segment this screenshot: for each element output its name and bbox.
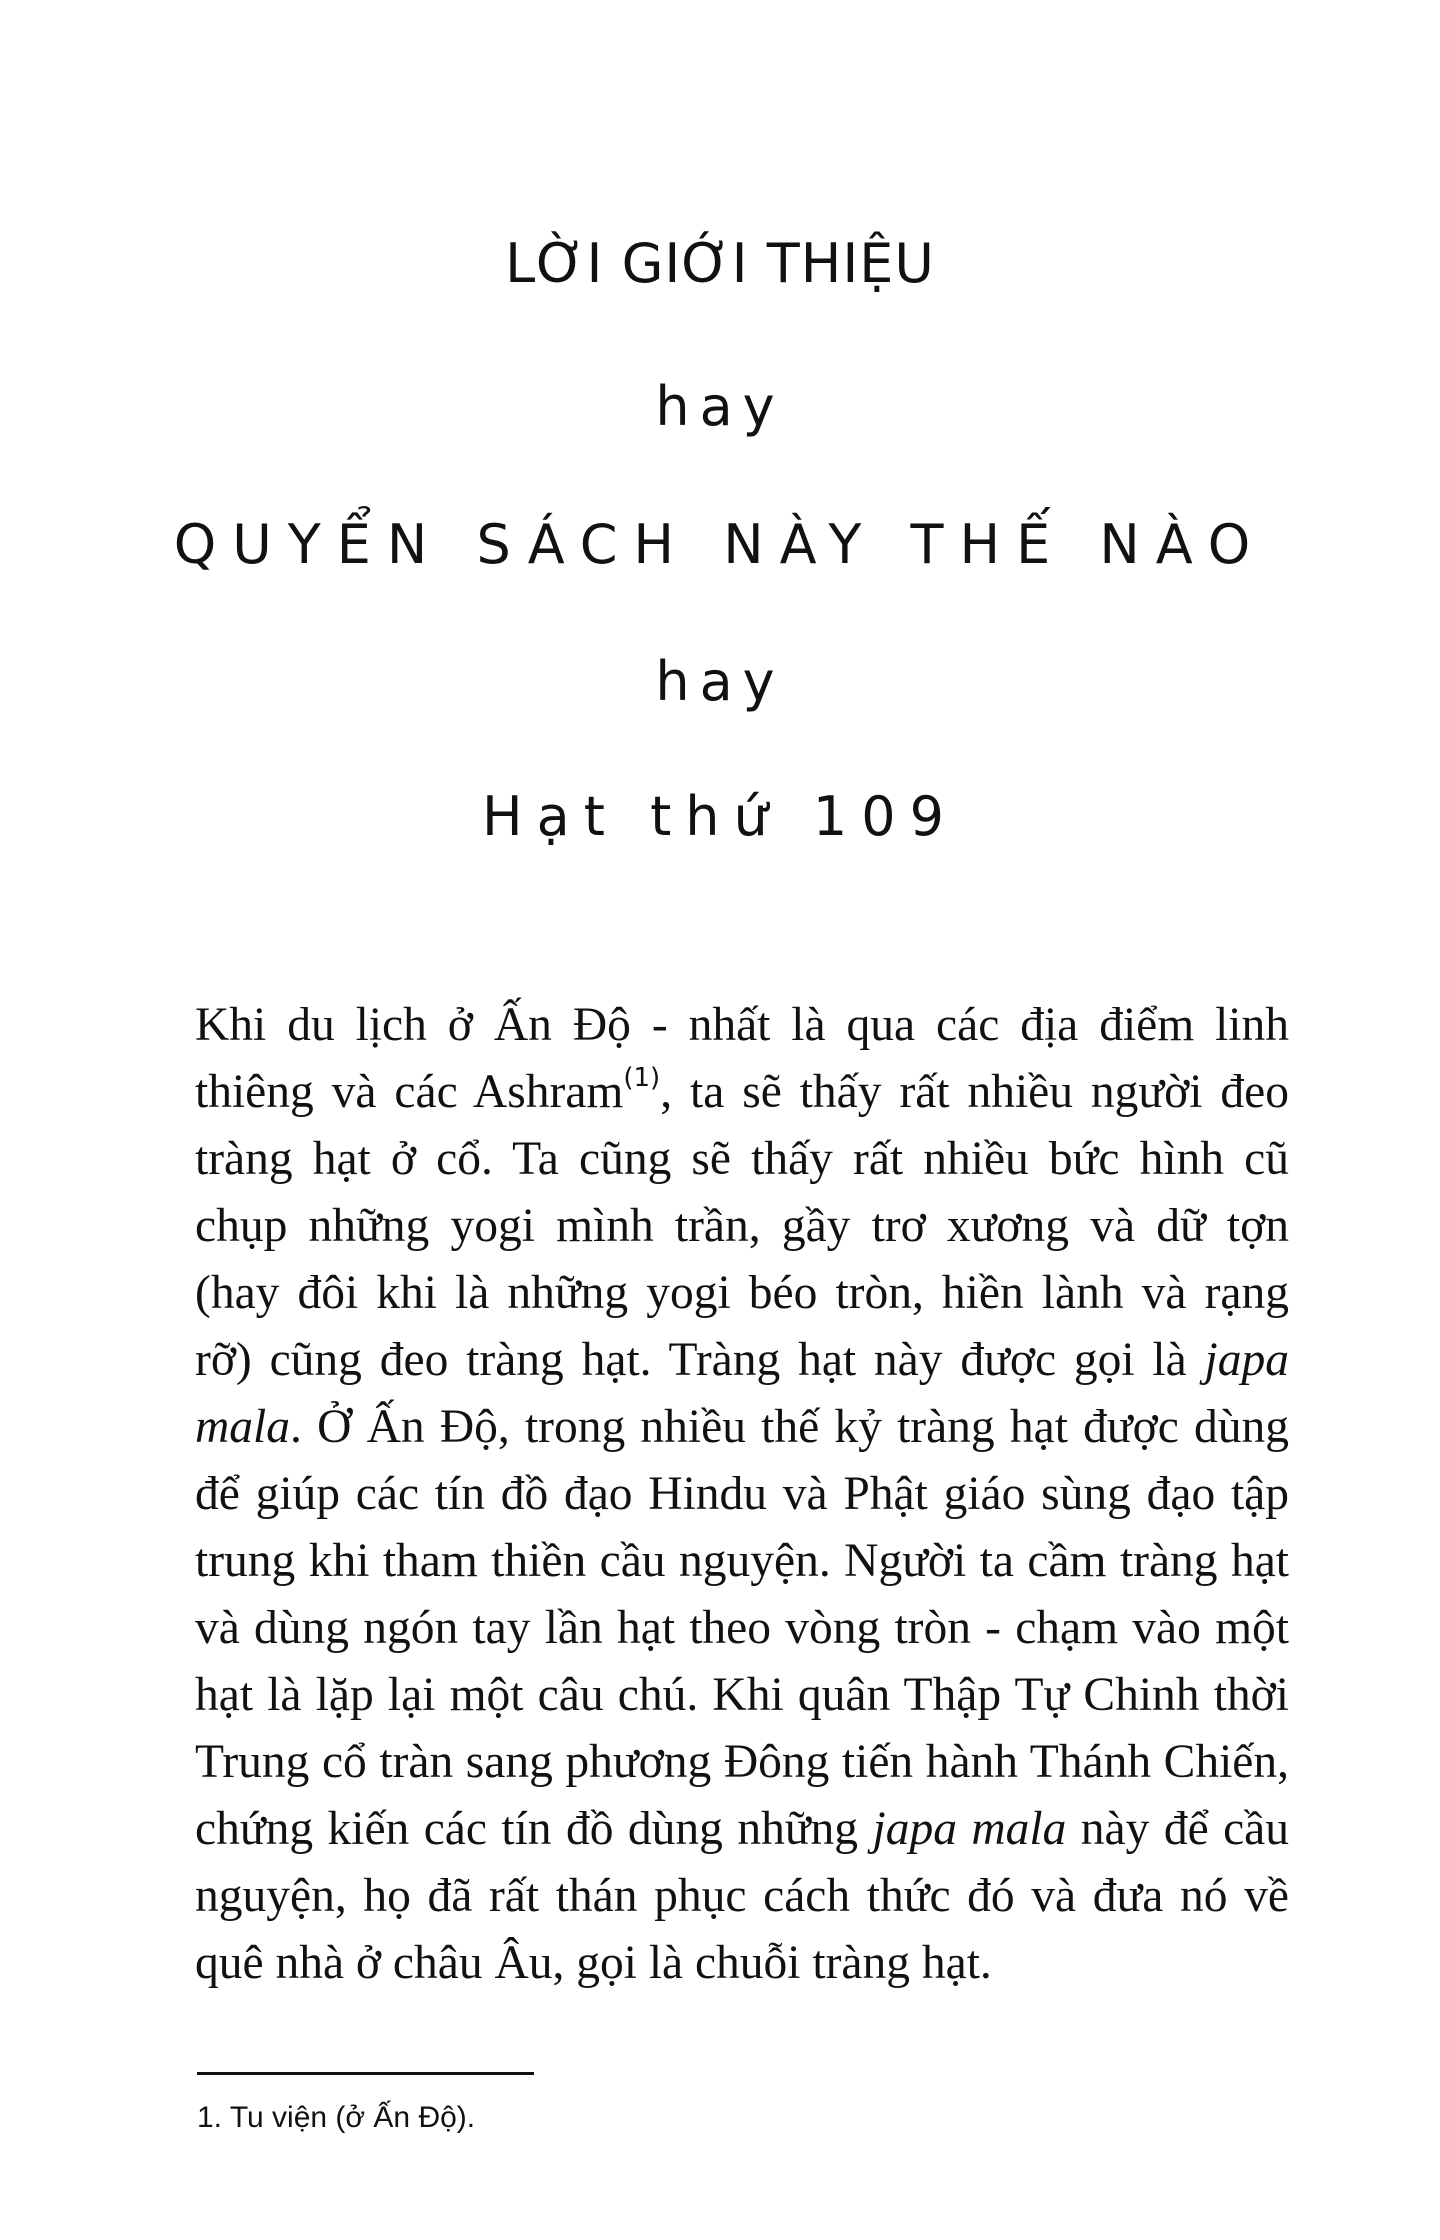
body-text-segment: . Ở Ấn Độ, trong nhiều thế kỷ tràng hạt được dùng để giúp các tín đồ đạo Hindu và Phật giáo sùng đạo tập trung khi tham thiền cầu nguyện. Người ta cầm tràng hạt và dùng ngón tay lần hạt theo vòng tròn - chạm vào một hạt là lặp lại một câu chú. Khi quân Thập Tự Chinh thời Trung cổ tràn sang phương Đông tiến hành Thánh Chiến, chứng kiến các tín đồ dùng những [195, 1401, 1289, 1855]
chapter-subtitle: QUYỂN SÁCH NÀY THẾ NÀO [173, 513, 1267, 576]
italic-term: japa mala [195, 1334, 1289, 1453]
footnote-divider [197, 2072, 534, 2075]
body-text-segment: , ta sẽ thấy rất nhiều người đeo tràng hạt ở cổ. Ta cũng sẽ thấy rất nhiều bức hình cũ chụp những yogi mình trần, gầy trơ xương và dữ tợn (hay đôi khi là những yogi béo tròn, hiền lành và rạng rỡ) cũng đeo tràng hạt. Tràng hạt này được gọi là [195, 1066, 1289, 1386]
chapter-title: LỜI GIỚI THIỆU [505, 232, 935, 295]
title-separator-hay-2: hay [655, 650, 785, 713]
body-paragraph [195, 992, 1289, 1997]
chapter-alt-title: Hạt thứ 109 [482, 785, 958, 848]
italic-term: japa mala [872, 1803, 1067, 1855]
footnote: 1. Tu viện (ở Ấn Độ). [197, 2101, 476, 2134]
title-separator-hay-1: hay [655, 375, 785, 438]
footnote-reference: (1) [623, 1063, 661, 1094]
body-text-segment: này để cầu nguyện, họ đã rất thán phục cách thức đó và đưa nó về quê nhà ở châu Âu, gọi là chuỗi tràng hạt. [195, 1803, 1289, 1989]
body-text-segment: Khi du lịch ở Ấn Độ - nhất là qua các địa điểm linh thiêng và các Ashram [195, 999, 1289, 1118]
